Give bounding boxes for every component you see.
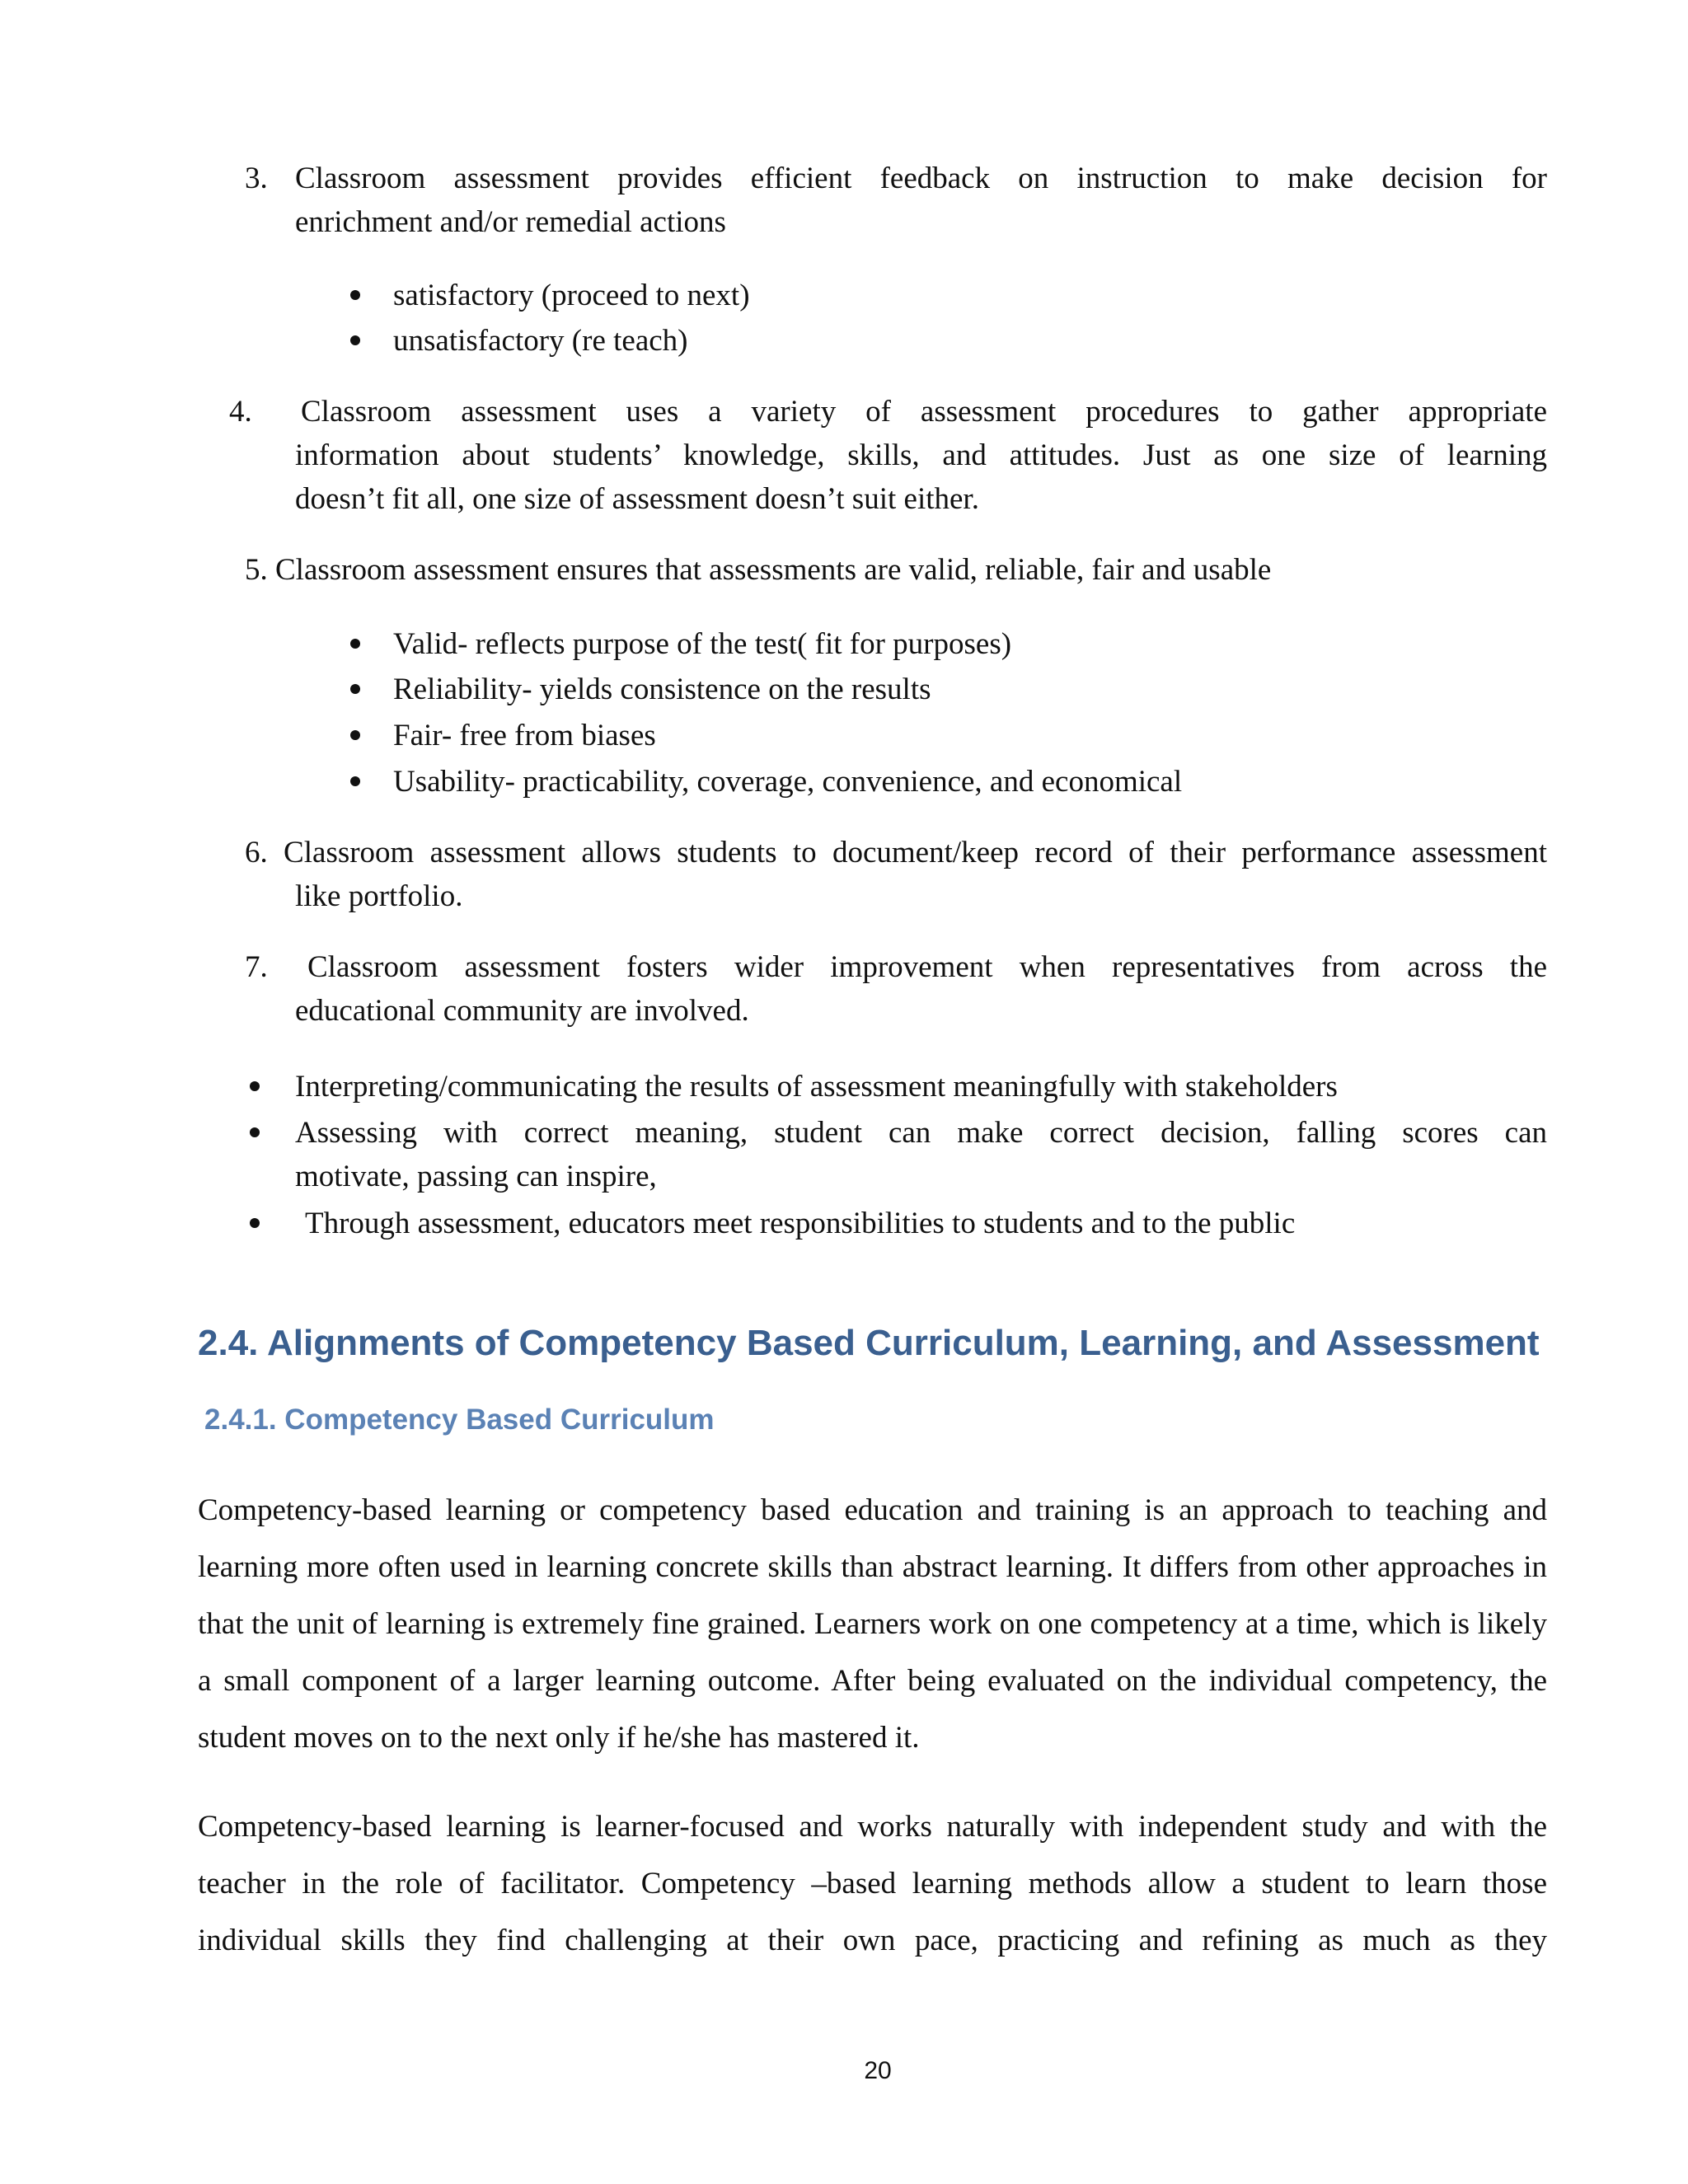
item4-line1: Classroom assessment uses a variety of assessment procedures to gather appropriate (301, 395, 1547, 429)
item5-bullet-3: Fair- free from biases (393, 719, 656, 752)
item4-line3: doesn’t fit all, one size of assessment doesn’t suit either. (295, 482, 979, 516)
item3-line2: enrichment and/or remedial actions (295, 205, 726, 239)
body-paragraph-2: Competency-based learning is learner-focused and works naturally with independent study and with the teacher in the role of facilitator. Competency –based learning methods allow a student to learn those individual skills they find challenging at their own pace, practicing and refining as much as they (198, 1810, 1547, 1957)
bullet-icon (350, 290, 360, 300)
item3-line1: Classroom assessment provides efficient feedback on instruction to make decision for (295, 162, 1547, 195)
item5-bullet-4: Usability- practicability, coverage, convenience, and economical (393, 765, 1183, 799)
item4-line2: information about students’ knowledge, skills, and attitudes. Just as one size of learning (295, 438, 1547, 472)
extra-bullet-2-line2: motivate, passing can inspire, (295, 1160, 657, 1193)
list-number-3: 3. (245, 162, 268, 195)
item3-bullet-2: unsatisfactory (re teach) (393, 324, 688, 358)
bullet-icon (350, 335, 360, 345)
body-paragraph-1: Competency-based learning or competency based education and training is an approach to teaching and learning more often used in learning concrete skills than abstract learning. It differs from other approaches in that the unit of learning is extremely fine grained. Learners work on one competency at a time, which is likely a small component of a larger learning outcome. After being evaluated on the individual competency, the student moves on to the next only if he/she has mastered it. (198, 1493, 1547, 1755)
item5-bullet-2: Reliability- yields consistence on the results (393, 673, 931, 706)
bullet-icon (350, 639, 360, 649)
extra-bullet-1: Interpreting/communicating the results of assessment meaningfully with stakeholders (295, 1070, 1338, 1104)
item7-line2: educational community are involved. (295, 994, 749, 1028)
bullet-icon (250, 1127, 260, 1137)
item3-bullet-1: satisfactory (proceed to next) (393, 279, 750, 312)
bullet-icon (250, 1081, 260, 1091)
item6-line2: like portfolio. (295, 879, 463, 913)
page-number: 20 (864, 2057, 892, 2084)
bullet-icon (350, 776, 360, 786)
item6-line1: 6. Classroom assessment allows students to document/keep record of their performance assessment (245, 836, 1547, 869)
extra-bullet-3: Through assessment, educators meet responsibilities to students and to the public (305, 1207, 1296, 1240)
item7-line1: Classroom assessment fosters wider improvement when representatives from across the (307, 950, 1547, 984)
bullet-icon (250, 1218, 260, 1228)
item5-text: 5. Classroom assessment ensures that assessments are valid, reliable, fair and usable (245, 553, 1272, 587)
bullet-icon (350, 730, 360, 740)
list-number-7: 7. (245, 950, 268, 984)
subsection-heading: 2.4.1. Competency Based Curriculum (204, 1404, 715, 1436)
list-number-4: 4. (229, 395, 252, 429)
bullet-icon (350, 684, 360, 694)
extra-bullet-2-line1: Assessing with correct meaning, student can make correct decision, falling scores can (295, 1116, 1547, 1150)
item5-bullet-1: Valid- reflects purpose of the test( fit for purposes) (393, 627, 1012, 661)
section-heading: 2.4. Alignments of Competency Based Curriculum, Learning, and Assessment (198, 1323, 1540, 1363)
